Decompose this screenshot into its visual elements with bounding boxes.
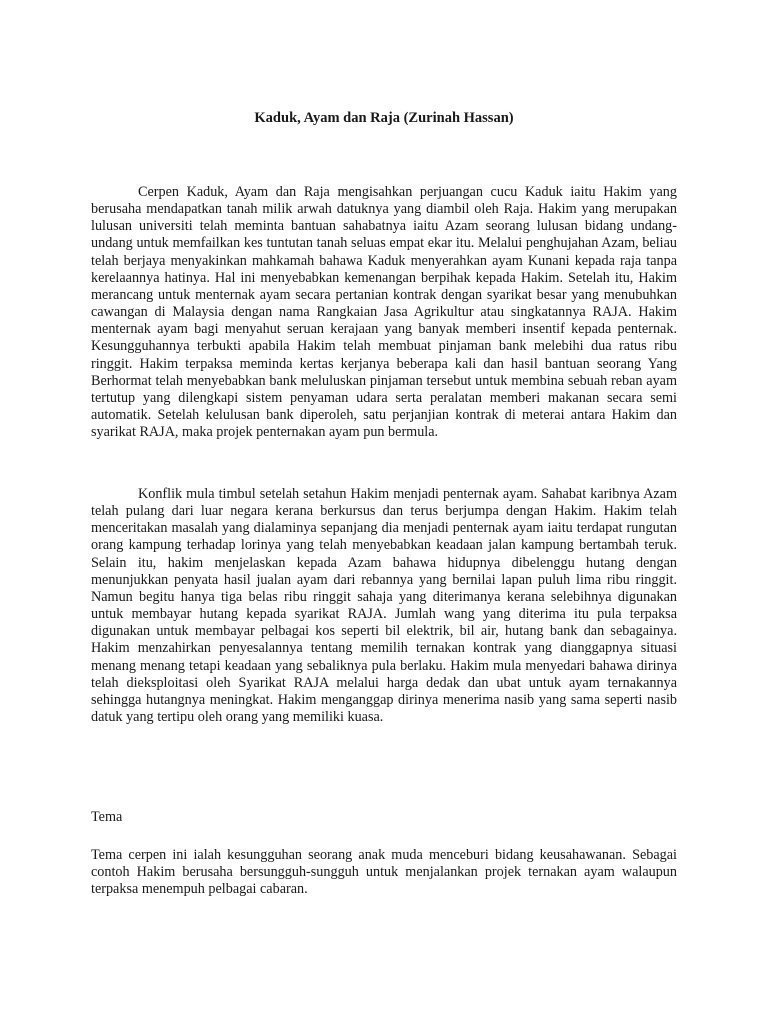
document-title: Kaduk, Ayam dan Raja (Zurinah Hassan) — [254, 110, 514, 126]
section-heading-tema: Tema — [91, 809, 123, 825]
body-paragraph-synopsis: Cerpen Kaduk, Ayam dan Raja mengisahkan perjuangan cucu Kaduk iaitu Hakim yang berusaha mendapatkan tanah milik arwah datuknya yang diambil oleh Raja. Hakim yang merupakan lulusan universiti telah meminta bantuan sahabatnya iaitu Azam seorang lulusan bidang undang-undang untuk memfailkan kes tuntutan tanah seluas empat ekar itu. Melalui penghujahan Azam, beliau telah berjaya menyakinkan mahkamah bahawa Kaduk menyerahkan ayam Kunani kepada raja tanpa kerelaannya hatinya. Hal ini menyebabkan kemenangan berpihak kepada Hakim. Setelah itu, Hakim merancang untuk menternak ayam secara pertanian kontrak dengan syarikat besar yang menubuhkan cawangan di Malaysia dengan nama Rangkaian Jasa Agrikultur atau singkatannya RAJA. Hakim menternak ayam bagi menyahut seruan kerajaan yang banyak memberi insentif kepada penternak. Kesungguhannya terbukti apabila Hakim telah membuat pinjaman bank melebihi dua ratus ribu ringgit. Hakim terpaksa meminda kertas kerjanya beberapa kali dan hasil bantuan seorang Yang Berhormat telah menyebabkan bank meluluskan pinjaman tersebut untuk membina sebuah reban ayam tertutup yang dilengkapi sistem penyaman udara serta peralatan memberi makanan secara semi automatik. Setelah kelulusan bank diperoleh, satu perjanjian kontrak di meterai antara Hakim dan syarikat RAJA, maka projek penternakan ayam pun bermula. — [91, 184, 677, 441]
body-paragraph-conflict: Konflik mula timbul setelah setahun Hakim menjadi penternak ayam. Sahabat karibnya Azam telah pulang dari luar negara kerana berkursus dan terus berjumpa dengan Hakim. Hakim telah menceritakan masalah yang dialaminya sepanjang dia menjadi penternak ayam iaitu terdapat rungutan orang kampung terhadap lorinya yang telah menyebabkan keadaan jalan kampung bertambah teruk. Selain itu, hakim menjelaskan kepada Azam bahawa hidupnya dibelenggu hutang dengan menunjukkan penyata hasil jualan ayam dari rebannya yang bernilai lapan puluh lima ribu ringgit. Namun begitu hanya tiga belas ribu ringgit sahaja yang diterimanya kerana selebihnya digunakan untuk membayar hutang kepada syarikat RAJA. Jumlah wang yang diterima itu pula terpaksa digunakan untuk membayar pelbagai kos seperti bil elektrik, bil air, hutang bank dan sebagainya. Hakim menzahirkan penyesalannya tentang memilih ternakan kontrak yang dianggapnya situasi menang menang tetapi keadaan yang sebaliknya pula berlaku. Hakim mula menyedari bahawa dirinya telah dieksploitasi oleh Syarikat RAJA melalui harga dedak dan ubat untuk ayam ternakannya sehingga hutangnya meningkat. Hakim menganggap dirinya menerima nasib yang sama seperti nasib datuk yang tertipu oleh orang yang memiliki kuasa. — [91, 486, 677, 726]
body-paragraph-tema: Tema cerpen ini ialah kesungguhan seorang anak muda menceburi bidang keusahawanan. Sebagai contoh Hakim berusaha bersungguh-sungguh untuk menjalankan projek ternakan ayam walaupun terpaksa menempuh pelbagai cabaran. — [91, 847, 677, 898]
